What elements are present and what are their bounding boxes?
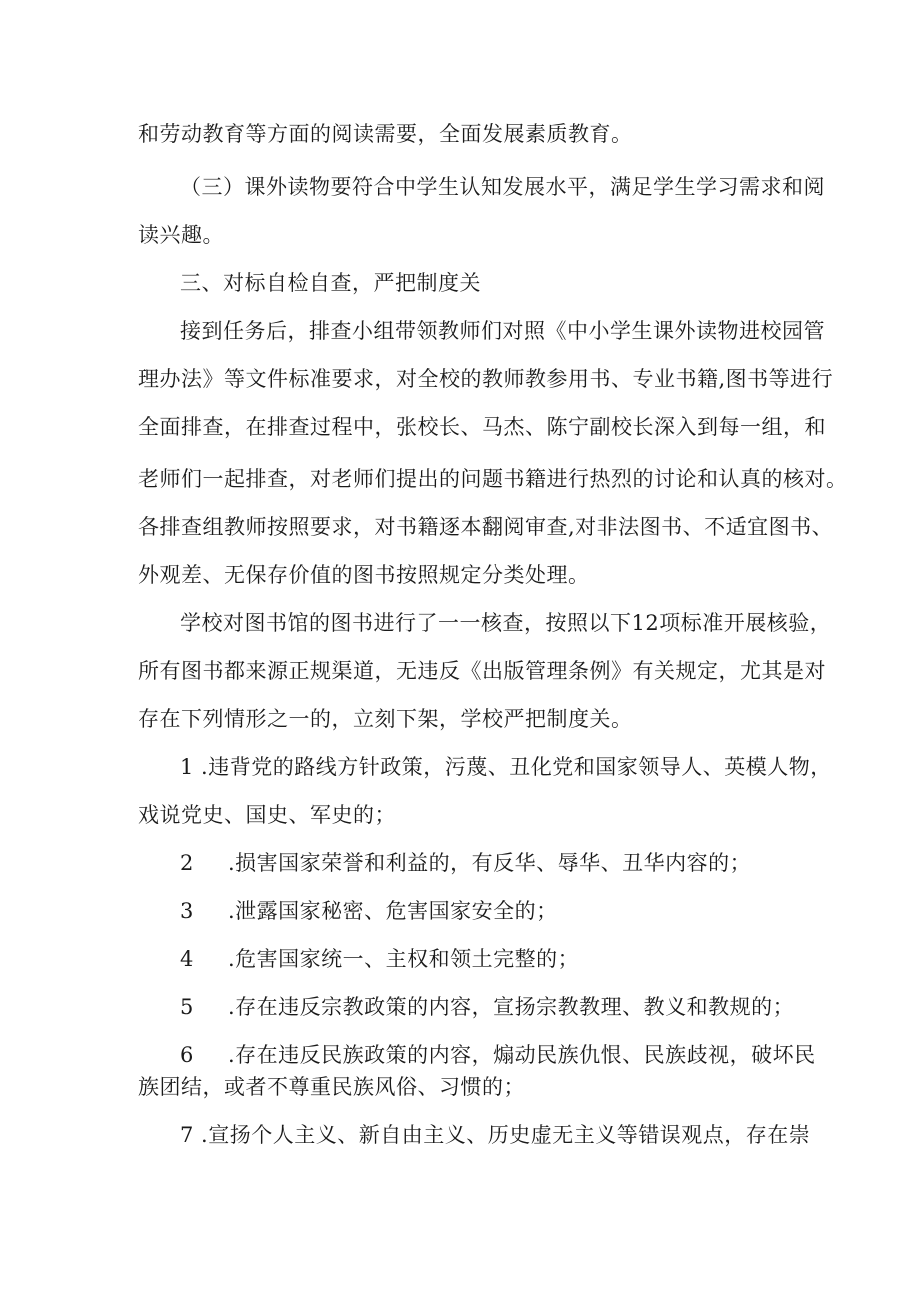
list-item-number: 6 (180, 1043, 194, 1067)
paragraph-line: 老师们一起排查，对老师们提出的问题书籍进行热烈的讨论和认真的核对。 (138, 467, 848, 491)
list-item-number: 5 (180, 995, 194, 1019)
paragraph-line: 读兴趣。 (138, 223, 224, 247)
list-item-line: 1 .违背党的路线方针政策，污蔑、丑化党和国家领导人、英模人物， (180, 755, 832, 779)
list-item-line: .损害国家荣誉和利益的，有反华、辱华、丑华内容的； (228, 851, 752, 875)
list-item-number: 2 (180, 851, 194, 875)
list-item-line: 族团结，或者不尊重民族风俗、习惯的； (138, 1075, 525, 1099)
paragraph-line: 所有图书都来源正规渠道，无违反《出版管理条例》有关规定，尤其是对 (138, 659, 826, 683)
list-item-line: .存在违反民族政策的内容，煽动民族仇恨、民族歧视，破坏民 (228, 1043, 816, 1067)
section-heading: 三、对标自检自查，严把制度关 (180, 271, 481, 295)
list-item-line: 戏说党史、国史、军史的； (138, 803, 396, 827)
paragraph-line: 存在下列情形之一的，立刻下架，学校严把制度关。 (138, 707, 633, 731)
paragraph-line: （三）课外读物要符合中学生认知发展水平，满足学生学习需求和阅 (180, 175, 825, 199)
paragraph-line: 理办法》等文件标准要求，对全校的教师教参用书、专业书籍,图书等进行 (138, 367, 834, 391)
paragraph-line: 各排查组教师按照要求，对书籍逐本翻阅审查,对非法图书、不适宜图书、 (138, 515, 834, 539)
list-item-number: 4 (180, 947, 194, 971)
paragraph-line: 外观差、无保存价值的图书按照规定分类处理。 (138, 563, 590, 587)
paragraph-line: 接到任务后，排查小组带领教师们对照《中小学生课外读物进校园管 (180, 319, 825, 343)
paragraph-line: 和劳动教育等方面的阅读需要，全面发展素质教育。 (138, 122, 633, 146)
list-item-line: 7 .宣扬个人主义、新自由主义、历史虚无主义等错误观点，存在崇 (180, 1123, 811, 1147)
list-item-line: .存在违反宗教政策的内容，宣扬宗教教理、教义和教规的； (228, 995, 795, 1019)
paragraph-line: 学校对图书馆的图书进行了一一核查，按照以下12项标准开展核验， (180, 611, 832, 635)
list-item-number: 3 (180, 899, 194, 923)
paragraph-line: 全面排查，在排查过程中，张校长、马杰、陈宁副校长深入到每一组，和 (138, 415, 826, 439)
list-item-line: .泄露国家秘密、危害国家安全的； (228, 899, 558, 923)
list-item-line: .危害国家统一、主权和领土完整的； (228, 947, 580, 971)
